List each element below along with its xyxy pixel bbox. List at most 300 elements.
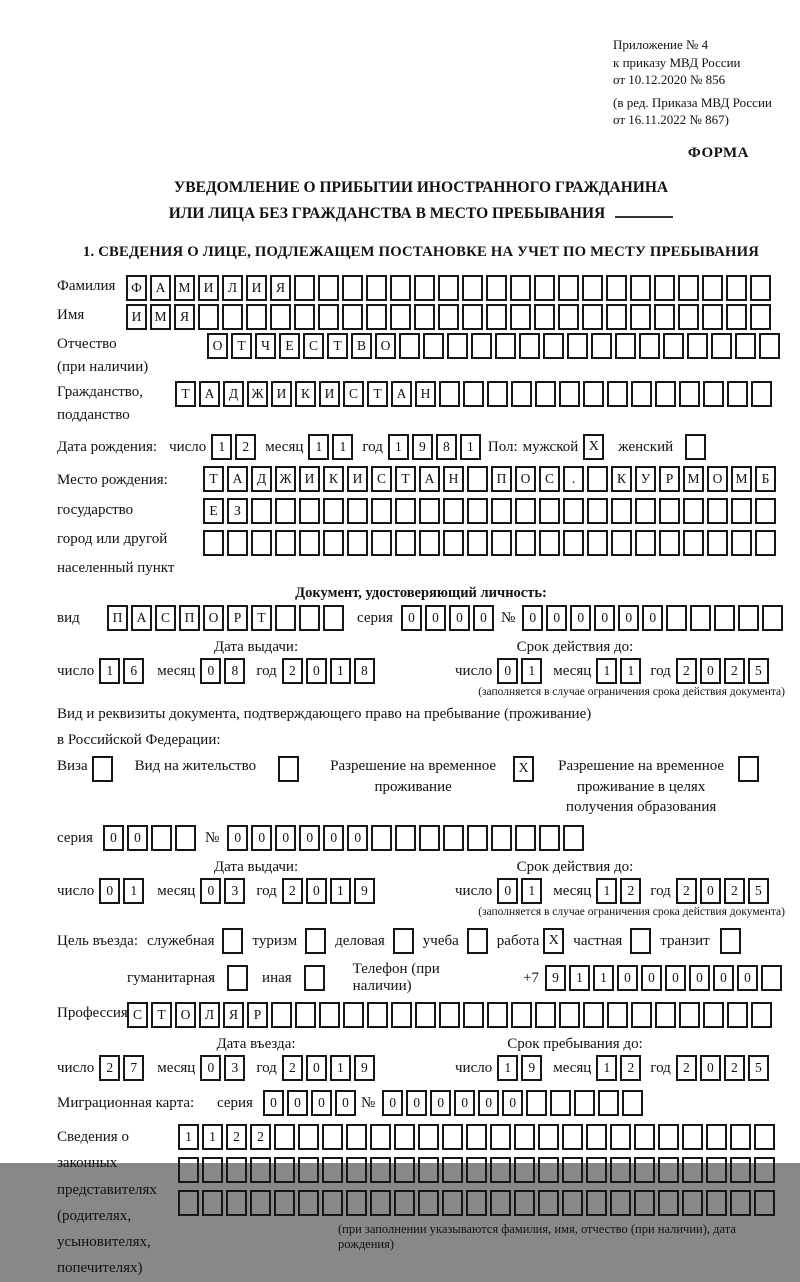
char-box[interactable]: 1	[460, 434, 481, 460]
char-box[interactable]: 0	[263, 1090, 284, 1116]
char-box[interactable]	[582, 275, 603, 301]
char-box[interactable]: 3	[224, 1055, 245, 1081]
char-box[interactable]	[366, 275, 387, 301]
char-box[interactable]	[323, 605, 344, 631]
char-box[interactable]	[467, 498, 488, 524]
char-box[interactable]: 1	[330, 878, 351, 904]
char-box[interactable]	[487, 1002, 508, 1028]
char-box[interactable]	[562, 1124, 583, 1150]
char-box[interactable]	[515, 530, 536, 556]
char-box[interactable]: 0	[306, 1055, 327, 1081]
char-box[interactable]	[514, 1157, 535, 1183]
purpose-other-checkbox[interactable]	[304, 965, 325, 991]
char-box[interactable]	[414, 275, 435, 301]
char-box[interactable]: 0	[306, 878, 327, 904]
char-box[interactable]	[610, 1190, 631, 1216]
title-blank-underline[interactable]	[615, 216, 673, 218]
char-box[interactable]	[342, 275, 363, 301]
char-box[interactable]	[683, 498, 704, 524]
char-box[interactable]	[714, 605, 735, 631]
char-box[interactable]	[298, 1157, 319, 1183]
char-box[interactable]: 0	[502, 1090, 523, 1116]
char-box[interactable]	[491, 498, 512, 524]
char-box[interactable]	[151, 825, 172, 851]
char-box[interactable]	[275, 530, 296, 556]
char-box[interactable]	[707, 530, 728, 556]
char-box[interactable]	[539, 498, 560, 524]
char-box[interactable]: 8	[436, 434, 457, 460]
char-box[interactable]	[367, 1002, 388, 1028]
char-box[interactable]	[750, 304, 771, 330]
char-box[interactable]: 0	[642, 605, 663, 631]
char-box[interactable]: 1	[330, 658, 351, 684]
char-box[interactable]	[543, 333, 564, 359]
char-box[interactable]: С	[155, 605, 176, 631]
permit-option-temp-residence-checkbox[interactable]: X	[513, 756, 534, 782]
purpose-humanitarian-checkbox[interactable]	[227, 965, 248, 991]
char-box[interactable]: И	[271, 381, 292, 407]
char-box[interactable]: 9	[412, 434, 433, 460]
char-box[interactable]: 2	[226, 1124, 247, 1150]
char-box[interactable]: 5	[748, 658, 769, 684]
char-box[interactable]: И	[198, 275, 219, 301]
char-box[interactable]	[761, 965, 782, 991]
char-box[interactable]	[319, 1002, 340, 1028]
char-box[interactable]	[586, 1190, 607, 1216]
purpose-study-checkbox[interactable]	[467, 928, 488, 954]
char-box[interactable]	[727, 1002, 748, 1028]
char-box[interactable]: К	[295, 381, 316, 407]
char-box[interactable]	[295, 1002, 316, 1028]
char-box[interactable]: О	[175, 1002, 196, 1028]
char-box[interactable]: .	[563, 466, 584, 492]
char-box[interactable]	[227, 530, 248, 556]
char-box[interactable]: Ж	[275, 466, 296, 492]
char-box[interactable]	[678, 275, 699, 301]
char-box[interactable]: Ж	[247, 381, 268, 407]
char-box[interactable]: П	[491, 466, 512, 492]
char-box[interactable]	[486, 275, 507, 301]
char-box[interactable]	[419, 530, 440, 556]
char-box[interactable]: Т	[175, 381, 196, 407]
char-box[interactable]	[463, 1002, 484, 1028]
char-box[interactable]: 0	[127, 825, 148, 851]
char-box[interactable]: Т	[203, 466, 224, 492]
char-box[interactable]	[323, 498, 344, 524]
char-box[interactable]: 2	[282, 878, 303, 904]
char-box[interactable]: Е	[279, 333, 300, 359]
char-box[interactable]	[586, 1124, 607, 1150]
char-box[interactable]: Л	[222, 275, 243, 301]
char-box[interactable]	[559, 1002, 580, 1028]
char-box[interactable]	[635, 530, 656, 556]
purpose-tourism-checkbox[interactable]	[305, 928, 326, 954]
char-box[interactable]: О	[375, 333, 396, 359]
char-box[interactable]	[534, 304, 555, 330]
char-box[interactable]	[322, 1124, 343, 1150]
char-box[interactable]	[462, 275, 483, 301]
char-box[interactable]: В	[351, 333, 372, 359]
char-box[interactable]	[587, 498, 608, 524]
char-box[interactable]	[610, 1157, 631, 1183]
char-box[interactable]	[346, 1124, 367, 1150]
char-box[interactable]	[511, 381, 532, 407]
char-box[interactable]	[611, 530, 632, 556]
char-box[interactable]	[706, 1190, 727, 1216]
char-box[interactable]	[415, 1002, 436, 1028]
char-box[interactable]: 9	[545, 965, 566, 991]
char-box[interactable]: А	[150, 275, 171, 301]
char-box[interactable]	[447, 333, 468, 359]
char-box[interactable]	[583, 381, 604, 407]
char-box[interactable]	[755, 530, 776, 556]
char-box[interactable]	[631, 381, 652, 407]
char-box[interactable]: С	[127, 1002, 148, 1028]
char-box[interactable]: А	[227, 466, 248, 492]
char-box[interactable]	[606, 275, 627, 301]
char-box[interactable]	[750, 275, 771, 301]
char-box[interactable]: 0	[497, 878, 518, 904]
char-box[interactable]: И	[299, 466, 320, 492]
char-box[interactable]	[659, 530, 680, 556]
char-box[interactable]	[659, 498, 680, 524]
char-box[interactable]: 2	[282, 658, 303, 684]
char-box[interactable]: 7	[123, 1055, 144, 1081]
char-box[interactable]	[442, 1157, 463, 1183]
sex-female-checkbox[interactable]	[685, 434, 706, 460]
char-box[interactable]: 0	[522, 605, 543, 631]
char-box[interactable]	[343, 1002, 364, 1028]
char-box[interactable]	[727, 381, 748, 407]
char-box[interactable]	[558, 304, 579, 330]
char-box[interactable]	[226, 1190, 247, 1216]
char-box[interactable]	[442, 1190, 463, 1216]
char-box[interactable]	[414, 304, 435, 330]
char-box[interactable]: 2	[620, 1055, 641, 1081]
char-box[interactable]	[467, 825, 488, 851]
char-box[interactable]: 0	[454, 1090, 475, 1116]
char-box[interactable]: 5	[748, 1055, 769, 1081]
char-box[interactable]	[299, 605, 320, 631]
char-box[interactable]: С	[343, 381, 364, 407]
char-box[interactable]: 2	[676, 878, 697, 904]
char-box[interactable]	[371, 530, 392, 556]
char-box[interactable]	[538, 1157, 559, 1183]
char-box[interactable]	[535, 381, 556, 407]
char-box[interactable]	[202, 1157, 223, 1183]
char-box[interactable]	[583, 1002, 604, 1028]
char-box[interactable]	[690, 605, 711, 631]
char-box[interactable]: 0	[406, 1090, 427, 1116]
char-box[interactable]	[510, 275, 531, 301]
char-box[interactable]	[703, 1002, 724, 1028]
char-box[interactable]	[323, 530, 344, 556]
char-box[interactable]	[275, 498, 296, 524]
char-box[interactable]: 1	[123, 878, 144, 904]
char-box[interactable]: Т	[327, 333, 348, 359]
char-box[interactable]: 2	[99, 1055, 120, 1081]
char-box[interactable]: 1	[596, 878, 617, 904]
char-box[interactable]: И	[319, 381, 340, 407]
char-box[interactable]	[654, 304, 675, 330]
char-box[interactable]	[443, 530, 464, 556]
char-box[interactable]: 0	[665, 965, 686, 991]
char-box[interactable]	[615, 333, 636, 359]
char-box[interactable]: М	[174, 275, 195, 301]
char-box[interactable]	[563, 825, 584, 851]
char-box[interactable]	[342, 304, 363, 330]
char-box[interactable]	[567, 333, 588, 359]
char-box[interactable]: 0	[618, 605, 639, 631]
char-box[interactable]: К	[611, 466, 632, 492]
char-box[interactable]	[606, 304, 627, 330]
char-box[interactable]	[678, 304, 699, 330]
char-box[interactable]	[299, 498, 320, 524]
char-box[interactable]: 1	[521, 658, 542, 684]
char-box[interactable]: О	[515, 466, 536, 492]
char-box[interactable]	[658, 1124, 679, 1150]
char-box[interactable]: А	[131, 605, 152, 631]
char-box[interactable]: 2	[282, 1055, 303, 1081]
char-box[interactable]: 2	[620, 878, 641, 904]
char-box[interactable]	[395, 530, 416, 556]
char-box[interactable]	[346, 1190, 367, 1216]
char-box[interactable]: З	[227, 498, 248, 524]
permit-option-visa-checkbox[interactable]	[92, 756, 113, 782]
char-box[interactable]: Т	[231, 333, 252, 359]
char-box[interactable]: 9	[521, 1055, 542, 1081]
char-box[interactable]	[198, 304, 219, 330]
char-box[interactable]	[539, 530, 560, 556]
char-box[interactable]	[202, 1190, 223, 1216]
char-box[interactable]	[347, 530, 368, 556]
char-box[interactable]: 0	[287, 1090, 308, 1116]
purpose-work-checkbox[interactable]: X	[543, 928, 564, 954]
char-box[interactable]	[515, 825, 536, 851]
char-box[interactable]: Т	[367, 381, 388, 407]
char-box[interactable]	[346, 1157, 367, 1183]
char-box[interactable]	[471, 333, 492, 359]
char-box[interactable]	[706, 1124, 727, 1150]
char-box[interactable]: 0	[275, 825, 296, 851]
char-box[interactable]	[275, 605, 296, 631]
char-box[interactable]	[394, 1157, 415, 1183]
char-box[interactable]: О	[203, 605, 224, 631]
char-box[interactable]: 0	[478, 1090, 499, 1116]
char-box[interactable]	[563, 530, 584, 556]
char-box[interactable]: 1	[497, 1055, 518, 1081]
char-box[interactable]	[466, 1190, 487, 1216]
char-box[interactable]: С	[303, 333, 324, 359]
char-box[interactable]	[322, 1190, 343, 1216]
char-box[interactable]	[418, 1190, 439, 1216]
char-box[interactable]: 2	[724, 1055, 745, 1081]
char-box[interactable]	[514, 1124, 535, 1150]
char-box[interactable]	[246, 304, 267, 330]
char-box[interactable]	[298, 1190, 319, 1216]
char-box[interactable]: Е	[203, 498, 224, 524]
char-box[interactable]: С	[371, 466, 392, 492]
char-box[interactable]: С	[539, 466, 560, 492]
char-box[interactable]	[574, 1090, 595, 1116]
char-box[interactable]	[250, 1157, 271, 1183]
char-box[interactable]	[682, 1157, 703, 1183]
char-box[interactable]	[607, 381, 628, 407]
char-box[interactable]	[562, 1190, 583, 1216]
char-box[interactable]	[394, 1190, 415, 1216]
char-box[interactable]: Т	[395, 466, 416, 492]
char-box[interactable]	[703, 381, 724, 407]
char-box[interactable]	[730, 1190, 751, 1216]
char-box[interactable]: 0	[335, 1090, 356, 1116]
char-box[interactable]	[271, 1002, 292, 1028]
char-box[interactable]	[587, 530, 608, 556]
char-box[interactable]	[318, 275, 339, 301]
char-box[interactable]: Т	[251, 605, 272, 631]
char-box[interactable]: 0	[430, 1090, 451, 1116]
char-box[interactable]: О	[707, 466, 728, 492]
char-box[interactable]: 1	[593, 965, 614, 991]
char-box[interactable]: 0	[497, 658, 518, 684]
char-box[interactable]	[490, 1124, 511, 1150]
char-box[interactable]: 1	[596, 658, 617, 684]
char-box[interactable]	[611, 498, 632, 524]
char-box[interactable]: Р	[659, 466, 680, 492]
char-box[interactable]	[550, 1090, 571, 1116]
char-box[interactable]	[730, 1157, 751, 1183]
char-box[interactable]	[622, 1090, 643, 1116]
char-box[interactable]: Т	[151, 1002, 172, 1028]
char-box[interactable]	[443, 825, 464, 851]
char-box[interactable]	[598, 1090, 619, 1116]
char-box[interactable]	[439, 381, 460, 407]
char-box[interactable]	[655, 1002, 676, 1028]
char-box[interactable]: К	[323, 466, 344, 492]
char-box[interactable]: 2	[235, 434, 256, 460]
char-box[interactable]	[539, 825, 560, 851]
char-box[interactable]	[462, 304, 483, 330]
char-box[interactable]	[654, 275, 675, 301]
char-box[interactable]	[679, 1002, 700, 1028]
char-box[interactable]: 0	[306, 658, 327, 684]
char-box[interactable]	[347, 498, 368, 524]
char-box[interactable]	[274, 1157, 295, 1183]
char-box[interactable]: 1	[308, 434, 329, 460]
char-box[interactable]	[663, 333, 684, 359]
char-box[interactable]	[754, 1190, 775, 1216]
char-box[interactable]: Р	[247, 1002, 268, 1028]
char-box[interactable]: 0	[473, 605, 494, 631]
permit-option-temp-residence-education-checkbox[interactable]	[738, 756, 759, 782]
char-box[interactable]	[491, 825, 512, 851]
purpose-private-checkbox[interactable]	[630, 928, 651, 954]
char-box[interactable]	[558, 275, 579, 301]
char-box[interactable]: 0	[200, 1055, 221, 1081]
char-box[interactable]	[318, 304, 339, 330]
char-box[interactable]	[762, 605, 783, 631]
char-box[interactable]	[666, 605, 687, 631]
char-box[interactable]: 0	[299, 825, 320, 851]
char-box[interactable]: 5	[748, 878, 769, 904]
char-box[interactable]	[395, 825, 416, 851]
char-box[interactable]	[294, 275, 315, 301]
char-box[interactable]	[591, 333, 612, 359]
char-box[interactable]: П	[179, 605, 200, 631]
char-box[interactable]	[419, 825, 440, 851]
char-box[interactable]: 1	[211, 434, 232, 460]
char-box[interactable]: Н	[443, 466, 464, 492]
char-box[interactable]: 0	[401, 605, 422, 631]
char-box[interactable]: Ч	[255, 333, 276, 359]
char-box[interactable]: 0	[617, 965, 638, 991]
char-box[interactable]	[679, 381, 700, 407]
char-box[interactable]	[754, 1124, 775, 1150]
char-box[interactable]	[390, 275, 411, 301]
char-box[interactable]	[682, 1190, 703, 1216]
char-box[interactable]	[274, 1190, 295, 1216]
char-box[interactable]: 0	[737, 965, 758, 991]
char-box[interactable]: 0	[347, 825, 368, 851]
char-box[interactable]	[510, 304, 531, 330]
char-box[interactable]	[371, 498, 392, 524]
permit-option-residence-permit-checkbox[interactable]	[278, 756, 299, 782]
char-box[interactable]	[463, 381, 484, 407]
char-box[interactable]: 0	[700, 1055, 721, 1081]
char-box[interactable]	[511, 1002, 532, 1028]
char-box[interactable]	[395, 498, 416, 524]
char-box[interactable]: 2	[676, 658, 697, 684]
char-box[interactable]	[635, 498, 656, 524]
char-box[interactable]	[759, 333, 780, 359]
sex-male-checkbox[interactable]: X	[583, 434, 604, 460]
char-box[interactable]: А	[391, 381, 412, 407]
char-box[interactable]	[226, 1157, 247, 1183]
char-box[interactable]: М	[731, 466, 752, 492]
char-box[interactable]	[514, 1190, 535, 1216]
char-box[interactable]	[538, 1190, 559, 1216]
char-box[interactable]	[658, 1157, 679, 1183]
char-box[interactable]: 1	[330, 1055, 351, 1081]
char-box[interactable]: Я	[223, 1002, 244, 1028]
char-box[interactable]	[683, 530, 704, 556]
char-box[interactable]	[755, 498, 776, 524]
char-box[interactable]: И	[126, 304, 147, 330]
char-box[interactable]: 0	[99, 878, 120, 904]
char-box[interactable]: 8	[224, 658, 245, 684]
char-box[interactable]	[486, 304, 507, 330]
char-box[interactable]	[707, 498, 728, 524]
char-box[interactable]	[751, 1002, 772, 1028]
char-box[interactable]: 1	[99, 658, 120, 684]
char-box[interactable]	[730, 1124, 751, 1150]
char-box[interactable]: 0	[594, 605, 615, 631]
char-box[interactable]	[390, 304, 411, 330]
char-box[interactable]	[487, 381, 508, 407]
char-box[interactable]	[443, 498, 464, 524]
char-box[interactable]: 0	[700, 658, 721, 684]
char-box[interactable]	[639, 333, 660, 359]
char-box[interactable]: А	[419, 466, 440, 492]
char-box[interactable]: П	[107, 605, 128, 631]
char-box[interactable]	[610, 1124, 631, 1150]
char-box[interactable]	[634, 1157, 655, 1183]
char-box[interactable]: Л	[199, 1002, 220, 1028]
char-box[interactable]: 1	[521, 878, 542, 904]
char-box[interactable]	[423, 333, 444, 359]
char-box[interactable]: 9	[354, 878, 375, 904]
purpose-business-checkbox[interactable]	[393, 928, 414, 954]
char-box[interactable]	[582, 304, 603, 330]
